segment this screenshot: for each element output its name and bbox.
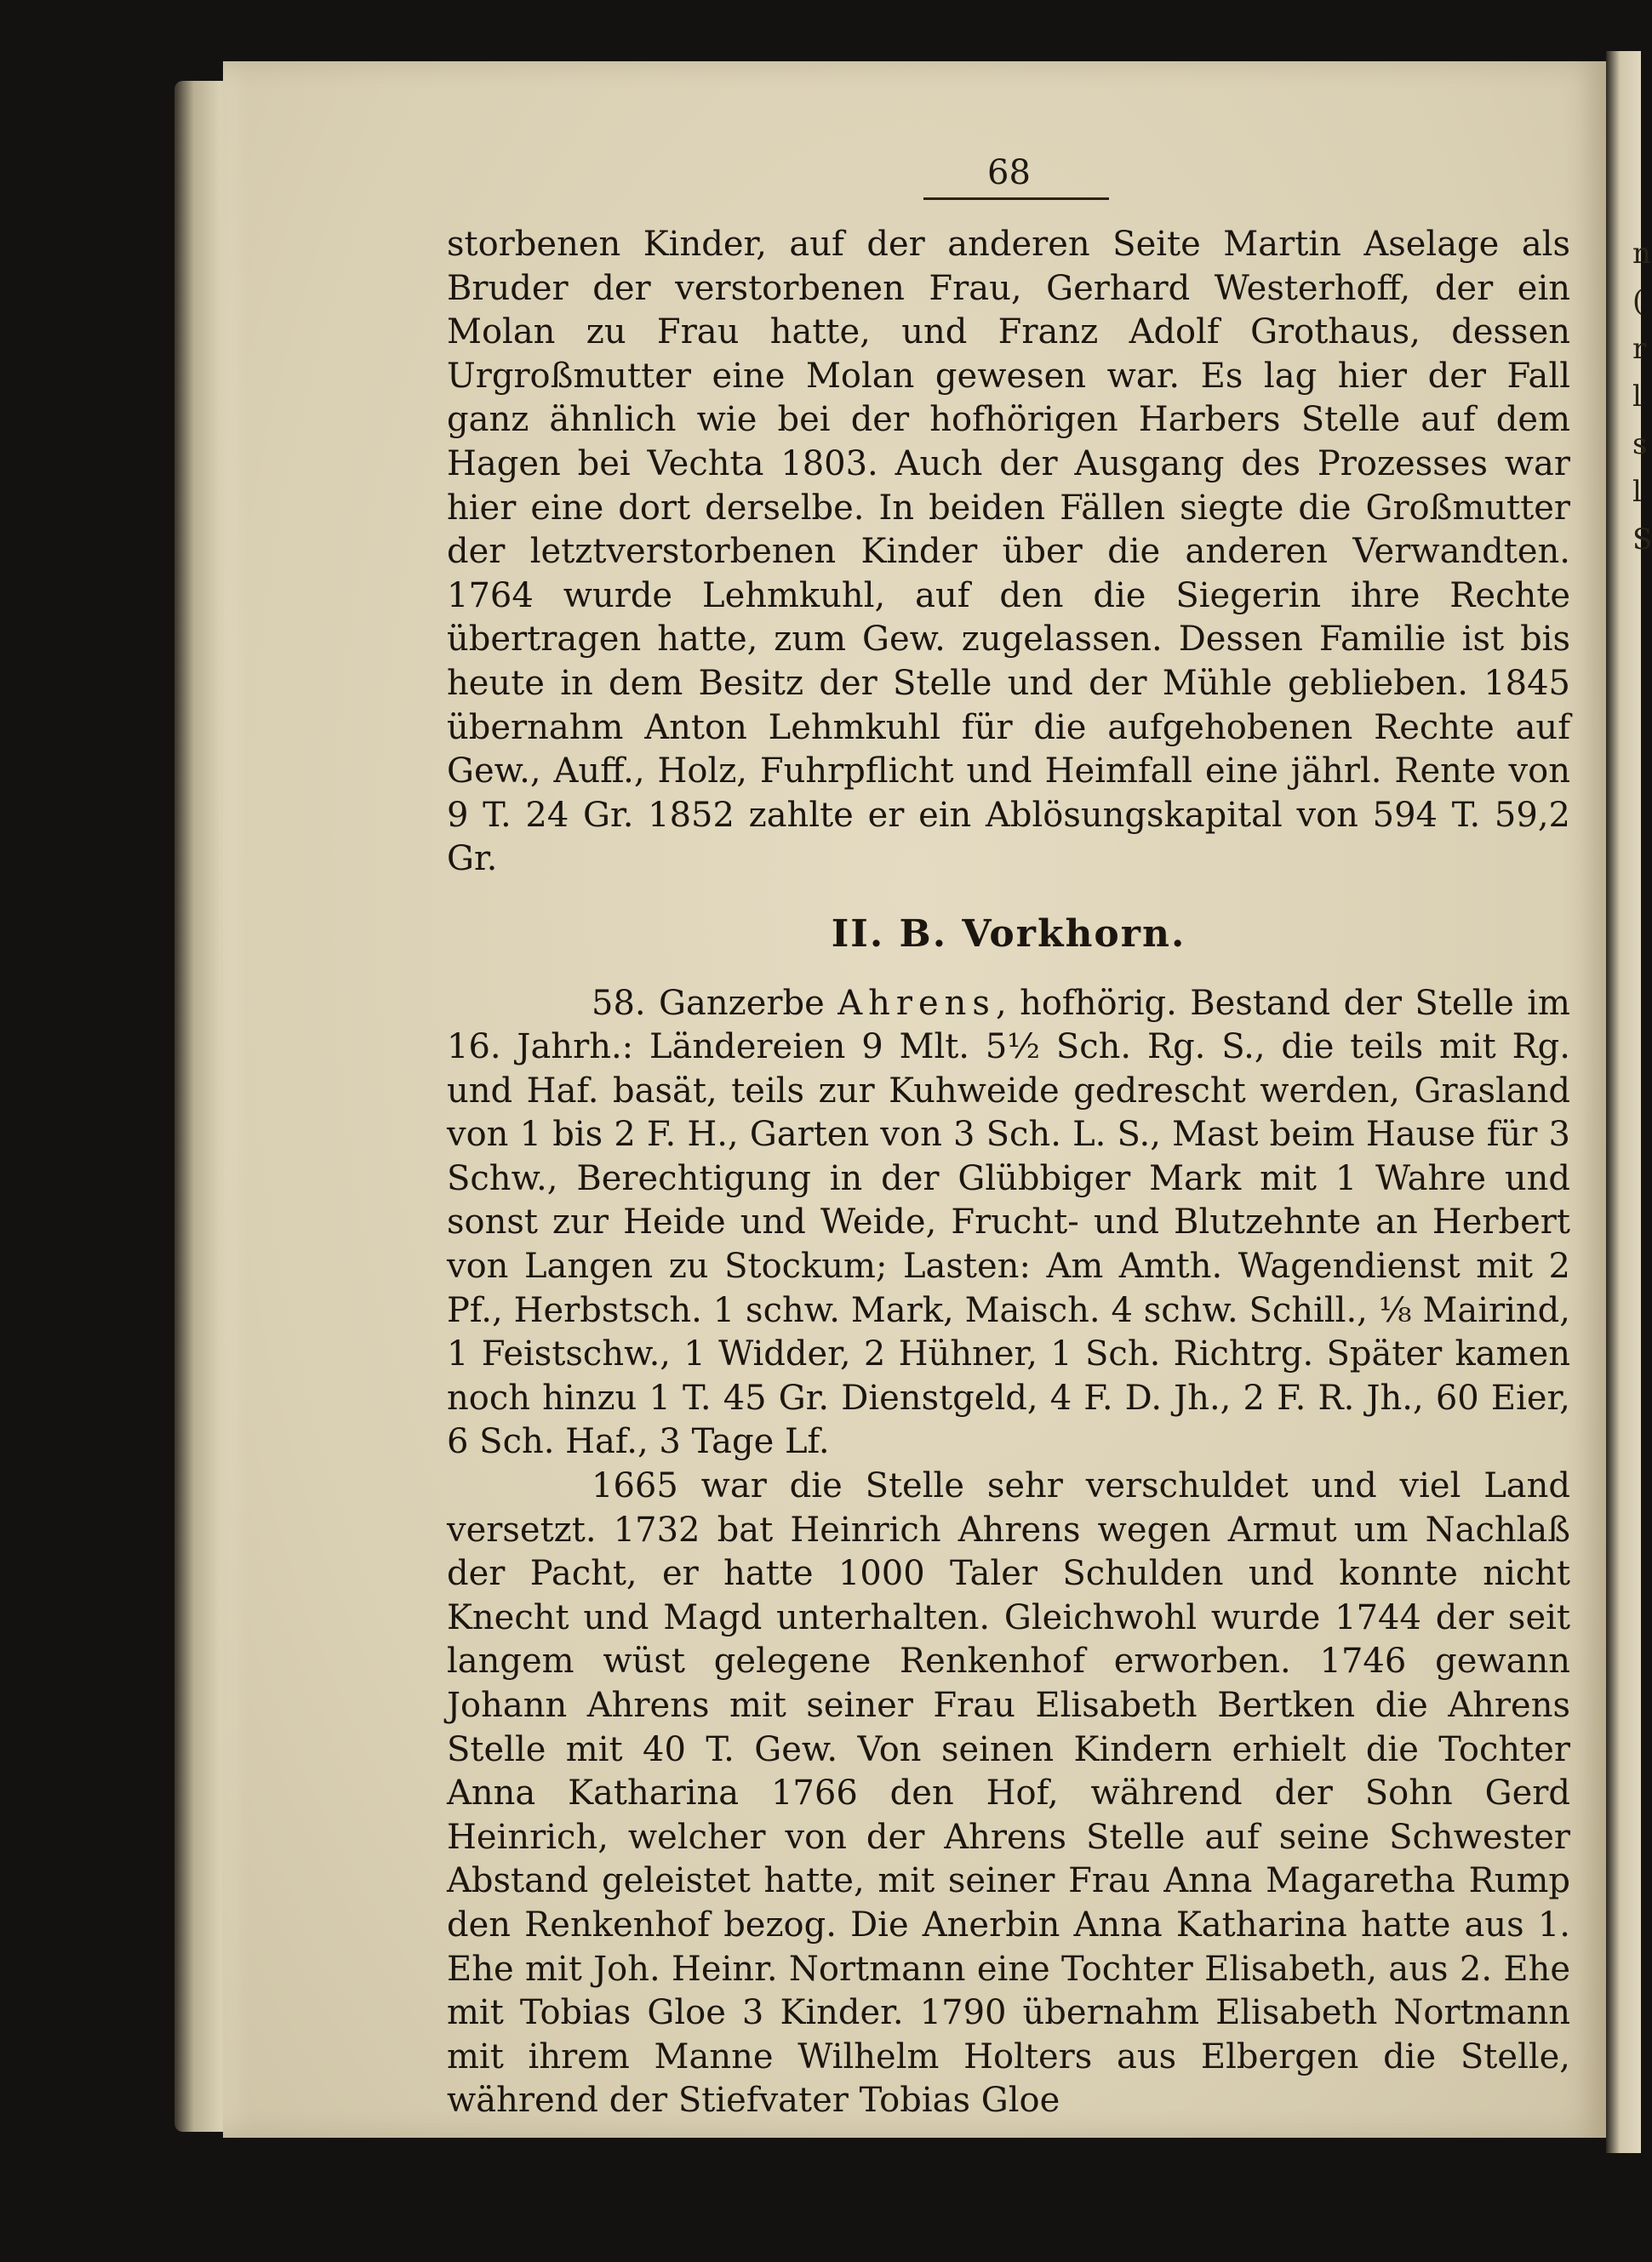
body-text <box>447 223 1570 2123</box>
facing-page-margin-fragments <box>1632 230 1652 563</box>
margin-fragment: S <box>1632 523 1652 557</box>
section-heading: II. B. Vorkhorn. <box>831 911 1186 956</box>
paragraph-continuation: storbenen Kinder, auf der anderen Seite Martin Aselage als Bruder der verstorbenen Frau, Gerhard Westerhoff, der ein Molan zu Frau hatte, und Franz Adolf Grothaus, dessen Urgroßmutter eine Molan gewesen war. Es lag hier der Fall ganz ähnlich wie bei der hofhörigen Harbers Stelle auf dem Hagen bei Vechta 1803. Auch der Ausgang des Prozesses war hier eine dort derselbe. In beiden Fällen siegte die Großmutter der letztverstorbenen Kinder über die anderen Verwandten. 1764 wurde Lehmkuhl, auf den die Siegerin ihre Rechte übertragen hatte, zum Gew. zugelassen. Dessen Familie ist bis heute in dem Besitz der Stelle und der Mühle geblieben. 1845 übernahm Anton Lehmkuhl für die aufgehobenen Rechte auf Gew., Auff., Holz, Fuhrpflicht und Heimfall eine jährl. Rente von 9 T. 24 Gr. 1852 zahlte er ein Ablösungskapital von 594 T. 59,2 Gr. <box>447 225 1570 879</box>
margin-fragment: ( <box>1632 284 1644 318</box>
paragraph-ahrens-entry <box>447 982 1570 1465</box>
page-number: 68 <box>987 153 1031 192</box>
margin-fragment: l <box>1632 475 1642 509</box>
margin-fragment: r <box>1632 332 1647 366</box>
entry-number-label: 58. Ganzerbe <box>592 983 838 1023</box>
entry-description: , hofhörig. Bestand der Stelle im 16. Jahrh.: Ländereien 9 Mlt. 5½ Sch. Rg. S., die teils mit Rg. und Haf. basät, teils zur Kuhweide gedrescht werden, Grasland von 1 bis 2 F. H., Garten von 3 Sch. L. S., Mast beim Hause für 3 Schw., Berechtigung in der Glübbiger Mark mit 1 Wahre und sonst zur Heide und Weide, Frucht- und Blutzehnte an Herbert von Langen zu Stockum; Lasten: Am Amth. Wagendienst mit 2 Pf., Herbstsch. 1 schw. Mark, Maisch. 4 schw. Schill., ⅛ Mairind, 1 Feistschw., 1 Widder, 2 Hühner, 1 Sch. Richtrg. Später kamen noch hinzu 1 T. 45 Gr. Dienstgeld, 4 F. D. Jh., 2 F. R. Jh., 60 Eier, 6 Sch. Haf., 3 Tage Lf. <box>447 983 1570 1462</box>
margin-fragment: l <box>1632 380 1642 414</box>
farm-name: Ahrens <box>837 983 996 1023</box>
paragraph-history: 1665 war die Stelle sehr verschuldet und viel Land versetzt. 1732 bat Heinrich Ahrens wegen Armut um Nachlaß der Pacht, er hatte 1000 Taler Schulden und konnte nicht Knecht und Magd unterhalten. Gleichwohl wurde 1744 der seit langem wüst gelegene Renkenhof erworben. 1746 gewann Johann Ahrens mit seiner Frau Elisabeth Bertken die Ahrens Stelle mit 40 T. Gew. Von seinen Kindern erhielt die Tochter Anna Katharina 1766 den Hof, während der Sohn Gerd Heinrich, welcher von der Ahrens Stelle auf seine Schwester Abstand geleistet hatte, mit seiner Frau Anna Magaretha Rump den Renkenhof bezog. Die Anerbin Anna Katharina hatte aus 1. Ehe mit Joh. Heinr. Nortmann eine Tochter Elisabeth, aus 2. Ehe mit Tobias Gloe 3 Kinder. 1790 übernahm Elisabeth Nortmann mit ihrem Manne Wilhelm Holters aus Elbergen die Stelle, während der Stiefvater Tobias Gloe <box>447 1466 1570 2121</box>
margin-fragment: n <box>1632 237 1651 271</box>
header-rule <box>923 197 1109 200</box>
margin-fragment: s <box>1632 427 1648 461</box>
